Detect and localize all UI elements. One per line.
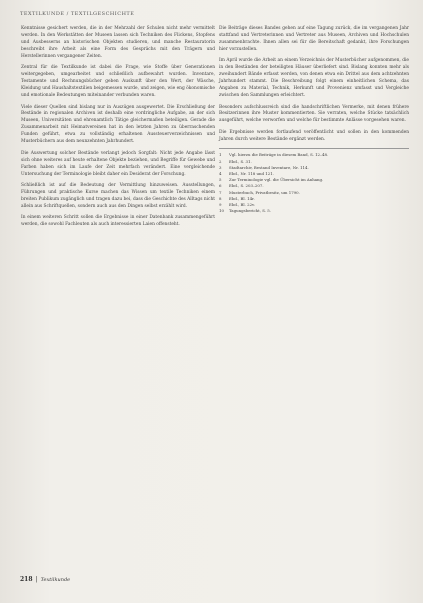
left-column [21,26,215,234]
footnote-number: 8 [219,195,222,201]
footnote-number: 3 [219,164,222,170]
footnote [219,208,409,214]
paragraph: Viele dieser Quellen sind bislang nur in Auszügen ausgewertet. Die Erschließung der Bestände in regionalen Archiven ist deshalb eine vordringliche Aufgabe, an der sich Museen, Universitäten und ehrenamtlich Tätige gleichermaßen beteiligen. Gerade die Zusammenarbeit mit Heimatvereinen hat in den letzten Jahren zu überraschenden Funden geführt, etwa zu vollständig erhaltenen Aussteuerverzeichnissen und Musterbüchern aus dem neunzehnten Jahrhundert. [21,104,215,145]
footnote-text: Ebd., Bl. 22v. [229,201,256,207]
footnote-number: 9 [219,201,222,207]
footnote-number: 10 [219,208,224,214]
folio-separator: | [35,576,38,583]
paragraph: Schließlich ist auf die Bedeutung der Vermittlung hinzuweisen. Ausstellungen, Führungen und praktische Kurse machen das Wissen um textile Techniken einem breiten Publikum zugänglich und tragen dazu bei, dass die Geschichte des Alltags nicht allein aus Schriftquellen, sondern auch aus den Dingen selbst erzählt wird. [21,183,215,209]
footnote-text: Stadtarchiv, Bestand Inventare, Nr. 114. [229,164,309,170]
footnote-text: Ebd., Nr. 118 und 121. [229,170,274,176]
footnote-text: Zur Terminologie vgl. die Übersicht im Anhang. [229,177,324,183]
footnote-text: Tagungsbericht, S. 5. [229,208,271,214]
footnote-number: 7 [219,189,222,195]
right-column [219,26,409,214]
footnote-number: 1 [219,152,222,158]
page-folio [20,576,70,583]
paragraph: Die Auswertung solcher Bestände verlangt jedoch Sorgfalt: Nicht jede Angabe lässt sich ohne weiteres auf heute erhaltene Objekte beziehen, und Begriffe für Gewebe und Farben haben sich im Laufe der Zeit mehrfach verändert. Eine vergleichende Untersuchung der Terminologie bleibt daher ein Desiderat der Forschung. [21,150,215,177]
footnote-number: 6 [219,183,222,189]
footnote-text: Ebd., Bl. 14r. [229,195,255,201]
paragraph: Kenntnisse gesichert werden, die in der Mehrzahl der Schulen nicht mehr vermittelt werden. In den Werkstätten der Museen lassen sich Techniken des Flickens, Stopfens und Ausbesserns an historischen Objekten studieren, und manche Restauratorin beschreibt ihre Arbeit als eine Form des Gesprächs mit den Trägern und Herstellerinnen vergangener Zeiten. [21,26,215,59]
paragraph: Die Beiträge dieses Bandes gehen auf eine Tagung zurück, die im vergangenen Jahr stattfand und Vertreterinnen und Vertreter aus Museen, Archiven und Hochschulen zusammenbrachte. Ihnen allen sei für die Bereitschaft gedankt, ihre Forschungen hier vorzustellen. [219,26,409,52]
paragraph: Die Ergebnisse werden fortlaufend veröffentlicht und sollen in den kommenden Jahren durch weitere Bestände ergänzt werden. [219,129,409,142]
paragraph: Besonders aufschlussreich sind die handschriftlichen Vermerke, mit denen frühere Besitzerinnen ihre Muster kommentierten. Sie verraten, welche Stücke tatsächlich ausgeführt, welche verworfen und welche für bestimmte Anlässe vorgesehen waren. [219,104,409,124]
footnote-text: Musterbuch, Privatbesitz, um 1790. [229,189,300,195]
footnote-text: Ebd., S. 203–207. [229,183,264,189]
running-head: TEXTILKUNDE / TEXTILGESCHICHTE [20,11,135,17]
footnote-number: 5 [219,177,222,183]
footnote-number: 2 [219,158,222,164]
footnote-number: 4 [219,170,222,176]
paragraph: Zentral für die Textilkunde ist dabei die Frage, wie Stoffe über Generationen weitergegeben, umgearbeitet und schließlich aufbewahrt wurden. Inventare, Testamente und Rechnungsbücher geben Auskunft über den Wert, der Wäsche, Kleidung und Haushaltstextilien beigemessen wurde, und zeigen, wie eng ökonomische und emotionale Bedeutungen miteinander verbunden waren. [21,65,215,99]
footnote-text: Ebd., S. 31. [229,158,252,164]
publication-name: Textilkunde [40,577,71,583]
paragraph: Im April wurde die Arbeit an einem Verzeichnis der Musterbücher aufgenommen, die in den Beständen der beteiligten Häuser überliefert sind. Bislang konnten mehr als zweihundert Bände erfasst werden, von denen etwa ein Drittel aus dem achtzehnten Jahrhundert stammt. Die Beschreibung folgt einem einheitlichen Schema, das Angaben zu Material, Technik, Herkunft und Provenienz umfasst und Vergleiche zwischen den Sammlungen erleichtert. [219,58,409,99]
page-number: 218 [20,576,33,583]
footnote-text: Vgl. hierzu die Beiträge in diesem Band, S. 12–48. [229,152,329,158]
paragraph: In einem weiteren Schritt sollen die Ergebnisse in einer Datenbank zusammengeführt werden, die sowohl Fachleuten als auch interessierten Laien offensteht. [21,215,215,228]
footnotes [219,148,409,214]
